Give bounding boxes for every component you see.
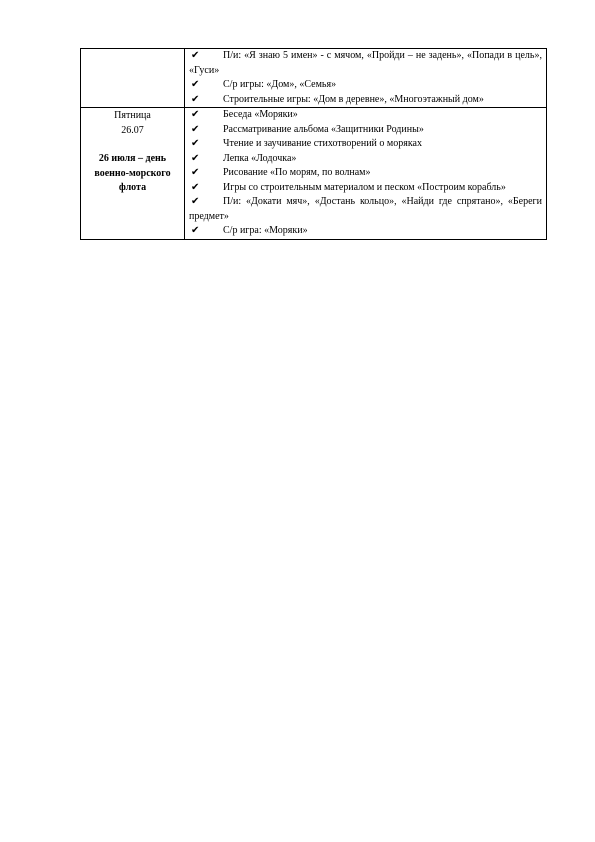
day-date: 26.07 xyxy=(121,124,144,136)
checkmark-icon: ✔ xyxy=(191,196,200,207)
activities-cell xyxy=(185,49,547,108)
checkmark-icon: ✔ xyxy=(191,123,200,135)
plan-sheet xyxy=(80,48,546,240)
list-item xyxy=(189,108,542,123)
activity-text: Строительные игры: «Дом в деревне», «Многоэтажный дом» xyxy=(223,93,484,105)
checkmark-icon: ✔ xyxy=(191,225,200,236)
activity-text: Рисование «По морям, по волнам» xyxy=(223,167,371,178)
checkmark-icon: ✔ xyxy=(191,109,200,120)
activity-text: Рассматривание альбома «Защитники Родины» xyxy=(223,123,424,135)
activity-text: П/и: «Я знаю 5 имен» - с мячом, «Пройди – не задень», «Попади в цель», «Гуси» xyxy=(189,50,542,76)
activity-text: Беседа «Моряки» xyxy=(223,109,298,120)
checkmark-icon: ✔ xyxy=(191,50,200,61)
list-item xyxy=(189,49,542,78)
list-item xyxy=(189,78,542,93)
activities-cell xyxy=(185,108,547,240)
checkmark-icon: ✔ xyxy=(191,167,200,178)
day-cell-empty xyxy=(81,49,185,108)
checkmark-icon: ✔ xyxy=(191,79,200,90)
checkmark-icon: ✔ xyxy=(191,138,200,149)
activity-text: С/р игры: «Дом», «Семья» xyxy=(223,79,337,90)
list-item xyxy=(189,195,542,224)
day-name: Пятница xyxy=(114,110,151,121)
list-item xyxy=(189,166,542,181)
activity-plan-table xyxy=(80,48,547,240)
checkmark-icon: ✔ xyxy=(191,181,200,193)
list-item xyxy=(189,224,542,239)
activity-text: П/и: «Докати мяч», «Достань кольцо», «Найди где спрятано», «Береги предмет» xyxy=(189,196,542,222)
checkmark-icon: ✔ xyxy=(191,93,200,105)
checkmark-icon: ✔ xyxy=(191,152,200,164)
activity-text: Игры со строительным материалом и песком «Построим корабль» xyxy=(223,181,506,193)
list-item xyxy=(189,181,542,196)
table-row xyxy=(81,108,547,240)
list-item xyxy=(189,152,542,167)
list-item xyxy=(189,123,542,138)
table-row xyxy=(81,49,547,108)
day-note: 26 июля – день военно-морского флота xyxy=(94,153,171,193)
list-item xyxy=(189,93,542,108)
activity-text: Чтение и заучивание стихотворений о моряках xyxy=(223,138,422,149)
list-item xyxy=(189,137,542,152)
day-cell xyxy=(81,108,185,240)
activity-text: С/р игра: «Моряки» xyxy=(223,225,308,236)
activity-text: Лепка «Лодочка» xyxy=(223,152,297,164)
